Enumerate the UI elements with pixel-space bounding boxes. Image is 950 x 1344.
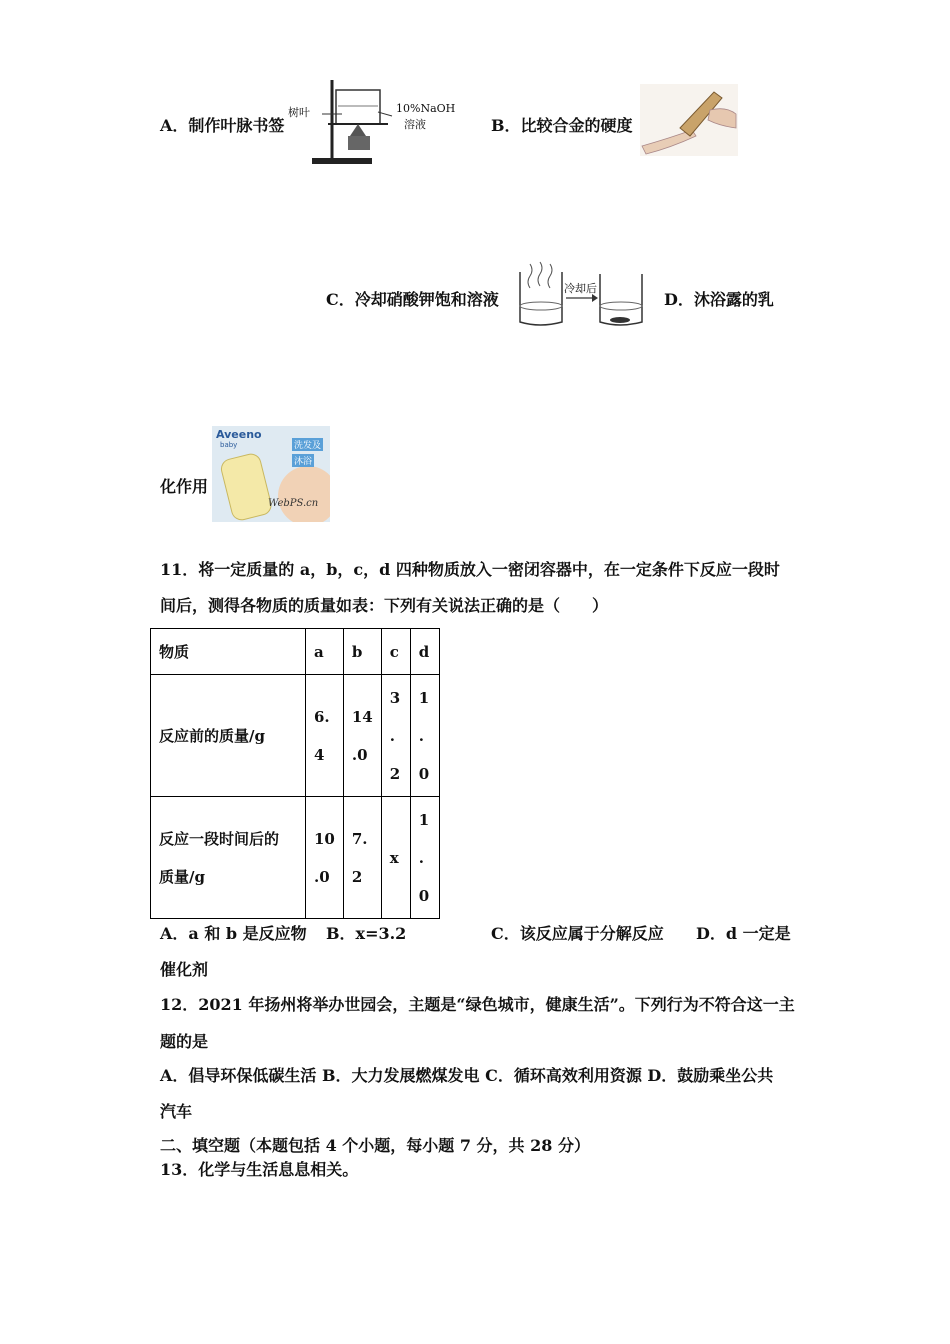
header-b: b (343, 629, 381, 675)
cell-before-a: 6. 4 (306, 675, 344, 797)
cell-after-c: x (381, 797, 410, 919)
q12-options-continued: 汽车 (160, 1102, 193, 1121)
tag-2: 沐浴 (292, 454, 314, 467)
watermark: WebPS.cn (268, 498, 319, 509)
header-d: d (410, 629, 439, 675)
option-b: B．比较合金的硬度 (491, 116, 633, 135)
cell-after-d: 1 . 0 (410, 797, 439, 919)
cell-after-a: 10 .0 (306, 797, 344, 919)
tag-1: 洗发及 (292, 438, 323, 451)
cell-before-d: 1 . 0 (410, 675, 439, 797)
row-after-label: 反应一段时间后的 质量/g (151, 797, 306, 919)
table-row-after (151, 797, 440, 919)
figure-leaf-vein-apparatus (288, 76, 456, 166)
row-before-label: 反应前的质量/g (151, 675, 306, 797)
brand-label: Aveeno (216, 428, 262, 441)
option-d: D．沐浴露的乳 (664, 290, 774, 309)
header-a: a (306, 629, 344, 675)
cell-after-b: 7. 2 (343, 797, 381, 919)
q13-line: 13．化学与生活息息相关。 (160, 1160, 359, 1179)
option-d-continued: 化作用 (160, 477, 209, 496)
cell-before-b: 14 .0 (343, 675, 381, 797)
q12-options: A．倡导环保低碳生活 B．大力发展燃煤发电 C．循环高效利用资源 D．鼓励乘坐公共 (160, 1066, 774, 1085)
q11-line1: 11．将一定质量的 a，b，c，d 四种物质放入一密闭容器中，在一定条件下反应一段时 (160, 560, 780, 579)
brand-sub: baby (220, 441, 238, 449)
cooling-label: 冷却后 (564, 282, 597, 295)
solution-label-1: 10%NaOH (396, 102, 456, 115)
figure-alloy-hardness (640, 84, 738, 156)
table-header-row (151, 629, 440, 675)
cell-before-c: 3 . 2 (381, 675, 410, 797)
figure-aveeno-product (212, 426, 330, 522)
mass-table (150, 628, 440, 919)
q11-option-d: D．d 一定是 (696, 924, 791, 943)
table-row-before (151, 675, 440, 797)
header-substance: 物质 (151, 629, 306, 675)
q12-line2: 题的是 (160, 1032, 209, 1051)
q11-line2: 间后，测得各物质的质量如表：下列有关说法正确的是（ ） (160, 596, 609, 615)
q11-option-c: C．该反应属于分解反应 (491, 924, 664, 943)
header-c: c (381, 629, 410, 675)
section-2-heading: 二、填空题（本题包括 4 个小题，每小题 7 分，共 28 分） (160, 1136, 590, 1155)
option-c: C．冷却硝酸钾饱和溶液 (326, 290, 499, 309)
q11-option-d-continued: 催化剂 (160, 960, 209, 979)
leaf-label: 树叶 (288, 106, 310, 119)
q11-option-b: B．x=3.2 (326, 924, 407, 943)
figure-cooling-beakers (516, 258, 652, 330)
solution-label-2: 溶液 (404, 118, 426, 131)
q11-option-a: A．a 和 b 是反应物 (160, 924, 307, 943)
apparatus-drawing (292, 76, 452, 166)
hands-drawing (640, 84, 738, 156)
option-a: A．制作叶脉书签 (160, 116, 285, 135)
q12-line1: 12．2021 年扬州将举办世园会，主题是“绿色城市，健康生活”。下列行为不符合这一主 (160, 995, 795, 1014)
